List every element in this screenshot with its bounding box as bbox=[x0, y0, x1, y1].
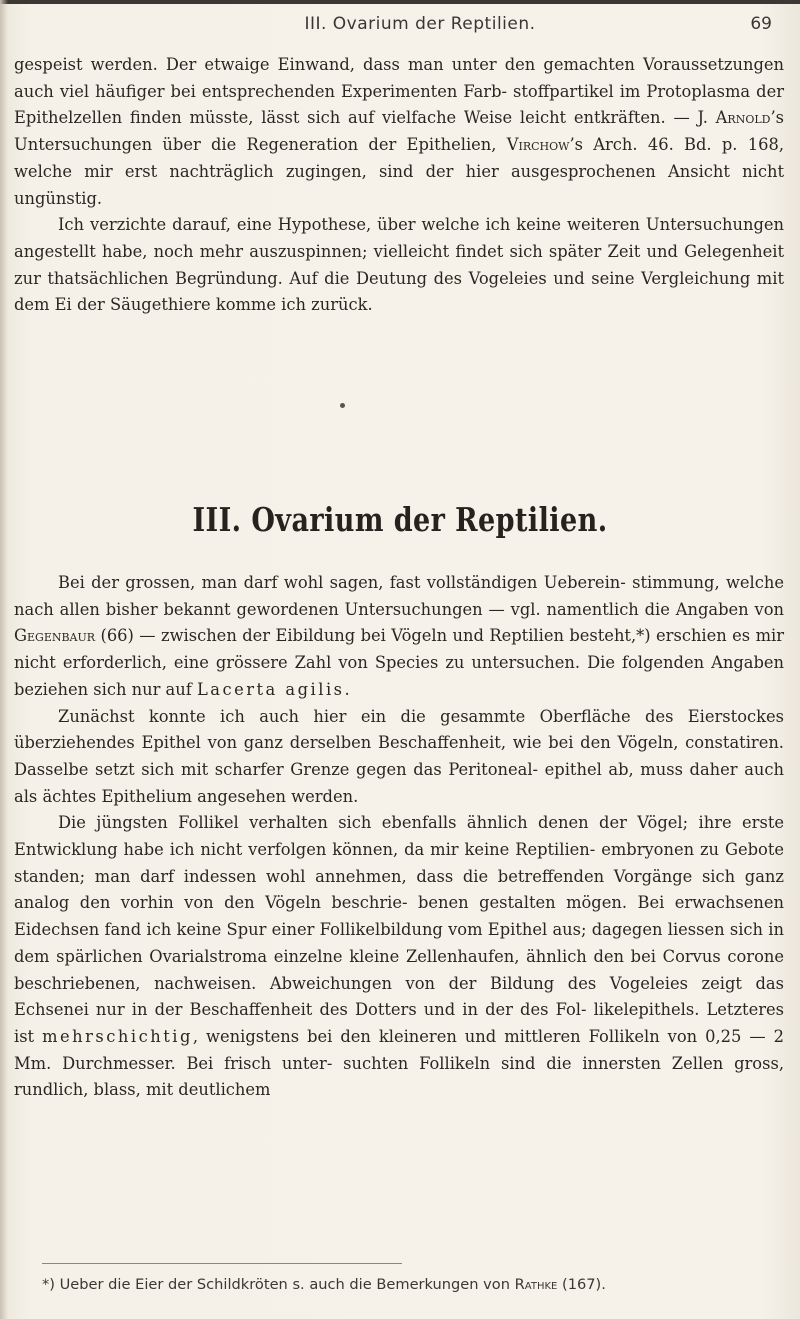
species-name: Lacerta agilis bbox=[196, 679, 345, 699]
text-block-upper bbox=[14, 52, 784, 319]
footnote: *) Ueber die Eier der Schildkröten s. auch die Bemerkungen von Rathke (167). bbox=[42, 1276, 606, 1293]
ink-dot bbox=[340, 403, 345, 408]
page-gutter-shadow bbox=[0, 0, 8, 1319]
page-number: 69 bbox=[750, 14, 772, 34]
page-header bbox=[0, 6, 800, 42]
text-block-lower bbox=[14, 570, 784, 1104]
paragraph-1: gespeist werden. Der etwaige Einwand, dass man unter den gemachten Voraussetzungen auch viel häufiger bei entsprechenden Experimenten Farb- stoffpartikel im Protoplasma der Epithelzellen finden müsste, lässt sich auf vielfache Weise leicht entkräften. — J. Arnold’s Untersuchungen über die Regeneration der Epithelien, Virchow’s Arch. 46. Bd. p. 168, welche mir erst nachträglich zugingen, sind der hier ausgesprochenen Ansicht nicht ungünstig. bbox=[14, 55, 785, 208]
author-rathke: Rathke bbox=[514, 1276, 558, 1293]
paragraph-2: Ich verzichte darauf, eine Hypothese, über welche ich keine weiteren Untersuchungen angestellt habe, noch mehr auszuspinnen; vielleicht findet sich später Zeit und Gelegenheit zur thatsächlichen Begründung. Auf die Deutung des Vogeleies und seine Vergleichung mit dem Ei der Säugethiere komme ich zurück. bbox=[14, 215, 784, 315]
footnote-rule bbox=[42, 1263, 402, 1264]
section-heading: III. Ovarium der Reptilien. bbox=[192, 500, 608, 539]
paragraph-3: Bei der grossen, man darf wohl sagen, fast vollständigen Ueberein- stimmung, welche nach allen bisher bekannt gewordenen Untersuchungen — vgl. namentlich die Angaben von Gegenbaur (66) — zwischen der Eibildung bei Vögeln und Reptilien besteht,*) erschien es mir nicht erforderlich, eine grössere Zahl von Species zu untersuchen. Die folgenden Angaben beziehen sich nur auf Lacerta agilis. bbox=[14, 573, 784, 699]
author-arnold: Arnold bbox=[715, 108, 771, 128]
emphasis-mehrschichtig: mehrschichtig bbox=[42, 1026, 193, 1046]
running-title: III. Ovarium der Reptilien. bbox=[304, 14, 536, 34]
author-virchow: Virchow bbox=[506, 135, 570, 155]
top-border bbox=[0, 0, 800, 4]
author-gegenbaur: Gegenbaur bbox=[14, 626, 96, 646]
paragraph-5: Die jüngsten Follikel verhalten sich ebenfalls ähnlich denen der Vögel; ihre erste Entwicklung habe ich nicht verfolgen können, da mir keine Reptilien- embryonen zu Gebote standen; man darf indessen wohl annehmen, dass die betreffenden Vorgänge sich ganz analog den vorhin von den Vögeln beschrie- benen gestalten mögen. Bei erwachsenen Eidechsen fand ich keine Spur einer Follikelbildung vom Epithel aus; dagegen liessen sich in dem spärlichen Ovarialstroma einzelne kleine Zellenhaufen, ähnlich den bei Corvus corone beschriebenen, nachweisen. Abweichungen von der Bildung des Vogeleies zeigt das Echsenei nur in der Beschaffenheit des Dotters und in der des Fol- likelepithels. Letzteres ist mehrschichtig, wenigstens bei den kleineren und mittleren Follikeln von 0,25 — 2 Mm. Durchmesser. Bei frisch unter- suchten Follikeln sind die innersten Zellen gross, rundlich, blass, mit deutlichem bbox=[14, 813, 784, 1100]
paragraph-4: Zunächst konnte ich auch hier ein die gesammte Oberfläche des Eierstockes überziehendes Epithel von ganz derselben Beschaffenheit, wie bei den Vögeln, constatiren. Dasselbe setzt sich mit scharfer Grenze gegen das Peritoneal- epithel ab, muss daher auch als ächtes Epithelium angesehen werden. bbox=[14, 706, 784, 806]
